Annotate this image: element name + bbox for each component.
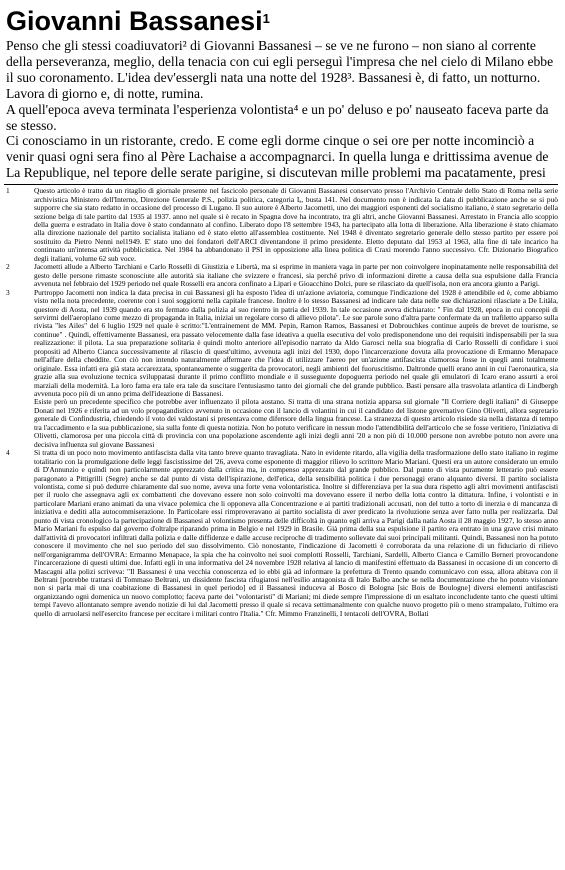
footnote-body	[34, 187, 558, 263]
footnote-paragraph: Si tratta di un poco noto movimento antifascista dalla vita tanto breve quanto travagliata. Nato in evidente ritardo, alla vigilia della trasformazione dello stato italiano in regime totalitario con la promulgazione delle leggi fascistissime del '26, aveva come esponente di maggior rilievo lo scrittore Mario Mariani. Questi era un autore considerato un emulo di D'Annunzio e quindi non particolarmente apprezzato dalla critica ma, in compenso apprezzato dal grande pubblico. Dal punto di vista puramente letterario può essere paragonato a Pittigrilli (Segre) anche se dal punto di vista dell'ispirazione, dell'etica, della sensibilità politica i due personaggi erano alquanto diversi. Il partito socialista volontista, come si può dedurre chiaramente dal suo nome, aveva una forte vena volontaristica. Inoltre si differenziava per la sua dura rispetto agli altri movimenti antifascisti per il ruolo che assegnava agli ex combattenti che dovevano essere non solo coinvolti ma dovevano essere il nerbo della lotta contro la dittatura. Infine, i volontisti e in particolare Mariani erano animati da una vivace polemica che li opponeva alla Concentrazione e ai partiti tradizionali accusati, non del tutto a torto di inerzia e di mancanza di iniziativa e dediti alla autocommiserazione. In Particolare essi rimproveravano ai partito socialista di aver predicato la rivoluzione senza aver fatto nulla per realizzarla. Dal punto di vista cronologico la partecipazione di Bassanesi al volontismo presenta delle difficoltà in quanto egli arriva a Parigi dalla natìa Aosta il 28 maggio 1927, lo stesso anno Mario Mariani fu espulso dal governo d'oltralpe riparando prima in Belgio e nel 1929 in Brasile. Già prima della sua espulsione il partito era entrato in una grave crisi minato dall'attività di provocatori infiltrati dalla polizia e dalle diffidenze e dalle accuse reciproche di tradimento sollevate dai suoi principali militanti. Quindi, Bassanesi non ha potuto conoscere il movimento che nel suo periodo del suo dissolvimento. Ciò nonostante, l'indicazione di Jacometti è corroborata da una relazione di un fiduciario di rilievo nell'organigramma dell'OVRA: Ermanno Menapace, la spia che ha coinvolto nei suoi complotti Rosselli, Tarchiani, Sardelli, Alberto Cianca e Camillo Berneri provocandone l'incarcerazione di questi ultimi due. Infatti egli in una informativa del 24 novembre 1928 relativa al lancio di manifestini effettuato da Bassanesi in occasione di un concerto di Mascagni alla polizi scriveva: "Il Bassanesi è una vecchia conoscenza ed io ebbi già ad informare la prefettura di Trento quando comunicavo con essa, allora abitava con il Beltrani [potrebbe trattarsi di Tommaso Beltrani, un dissidente fascista rifugiatosi nell'esilio antagonista di Italo Balbo anche se nella documentazione che ho potuto visionare non si parla mai di una coabitazione di Bassanesi in quel periodo] ed il Bassanesi induceva al Bosco di Bologna [sic Bois de Boulogne] diversi elementi antifascisti organizzando ogni domenica un nuovo complotto; faceva parte dei "volontaristi" di Mariani; mi diede sempre l'impressione di un esaltato inconcludente tanto che questi ultimi tempi l'avevo allontanato sempre avendo notizie di lui dal Jacometti presso il quale si recava settimanalmente con qualche nuovo progetto più o meno strampalato, l'ultimo era quello di arruolarsi nell'esercito francese per eccitare i militari contro l'Italia." Cfr. Mimmo Franzinelli, I tentacoli dell'OVRA, Bollati	[34, 448, 558, 618]
footnote-number: 2	[6, 262, 10, 272]
footnote-body	[34, 449, 558, 618]
footnote-3	[4, 289, 558, 450]
footnote-2	[4, 263, 558, 288]
body-text	[6, 38, 558, 181]
footnote-paragraph: Purtroppo Jacometti non indica la data precisa in cui Bassanesi gli ha esposto l'idea di un'azione aviatoria, comunque l'indicazione del 1928 è attendibile ed è, come abbiamo visto nella nota precedente, coerente con i suoi soggiorni nella capitale francese. Inoltre è lo stesso Bassanesi ad indicare tale data nelle sue dichiarazioni rilasciate a De Litàla, questore di Aosta, nel 1939 quando era sto fermato dalla polizia al suo rientro in patria del 1939. In tale occasione aveva dichiarato: " Fin dal 1928, epoca in cui concepii di servirmi dell'aeroplano come mezzo di propaganda in Italia, iniziai un regolare corso di allievo pilota". Le sue parole sono d'altra parte confermate da un trafiletto apparso sulla rivista "les Ailes" del 6 luglio 1929 nel quale è scritto:"L'entrainement de MM. Pepin, Ramon Ramos, Bassanesi et Dobrouchkes continue auprès de brevet de tourisme, se continue" . Quindi, effettivamente Bassanesi, era passato velocemente dalla fase ideativa a quella esecutiva del volo predisponendone uno dei requisiti indispensabili per la sua realizzazione: il pilota. La sua preparazione solitaria è quindi molto anteriore all'episodio narrato da Aldo Garosci nella sua biografia di Carlo Rosselli di confidare i suoi propositi ad Alberto Cianca successivamente al rilascio di quest'ultimo, avvenuta agli inizi del 1930, dopo l'incarcerazione dovuta alla provocazione di Ermanno Menapace nell'affare della cheddite. Con ciò non intendo naturalmente affermare che l'idea di utilizzare l'aereo per un'azione antifascista clamorosa fosse in quegli anni totalmente originale. Essa infatti era già stata accarezzata, spontaneamente o suggerita da provocatori, negli ambienti del fuoruscitismo. Daltronde quelli erano anni in cui l'aeronautica, sia grazie alla sua evoluzione tecnica sviluppatasi durante il primo conflitto mondiale e il susseguente dopoguerra periodo nel quale gli emulatori di Icaro erano assurti a eroi marziali della modernità. La loro fama era tale era tale da suscitare l'entusiasmo tanto dei giornali che del grande pubblico. Basti pensare alla trasvolata atlantica di Lindbergh avvenuta poco più di un anno prima dell'ideazione di Bassanesi.	[34, 287, 558, 399]
footnote-number: 4	[6, 448, 10, 458]
document-page	[4, 6, 558, 618]
footnote-number: 3	[6, 287, 10, 297]
footnote-body	[34, 289, 558, 450]
title-footnote-marker: 1	[262, 11, 270, 26]
footnote-paragraph: Questo articolo è tratto da un ritaglio di giornale presente nel fascicolo personale di Giovanni Bassanesi conservato presso l'Archivio Centrale dello Stato di Roma nella serie archivistica Ministero dell'Interno, Direzione Generale P.S., polizia politica, categoria Iₐ, busta 141. Nel documento non è indicata la data di pubblicazione anche se si può supporre che sia stato redatto in occasione del processo di Lugano. Il suo autore è Alberto Jacometti, uno dei maggiori esponenti del socialismo italiano, è stato segretario della sezione belga di tale partito dal 1935 al 1937. anno nel quale si è recato in Spagna dove ha incontrato, tra gli altri, anche Giovanni Bassanesi. Arrestato in Francia allo scoppio della guerra e estradato in Italia dove è stato condannato al confino. Liberato dopo l'8 settembre 1943, ha partecipato alla lotta di liberazione. Alla liberazione è stato chiamato alla direzione nazionale del partito socialista italiano ed è stato eletto all'assemblea costituente. Nel 1948 è diventato segretario generale dello stesso partito per essere poi sostituito da Pietro Nenni nel1949. E' stato uno dei fondatori dell'ARCI diventandone il primo presidente. Eletto deputato dal 1953 al 1963, alla fine di tale incarico ha continuato un'intensa attività pubblicistica. Nel 1984 ha abbandonato il PSI in opposizione alla linea politica di Craxi morendo l'anno successivo. Cfr. Dizionario Biografico degli italiani, volume 62 sub voce.	[34, 186, 558, 263]
footnote-number: 1	[6, 186, 10, 196]
footnotes	[4, 187, 558, 618]
body-paragraph-3: Ci conosciamo in un ristorante, credo. E come egli dorme cinque o sei ore per notte incominciò a venir quasi ogni sera fino al Père Lachaise a accompagnarci. In quella lunga e drittissima avenue de La Republique, nel tepore delle serate parigine, si discutevan mille problemi ma pacatamente, presi	[6, 133, 549, 181]
title-text: Giovanni Bassanesi	[6, 6, 263, 36]
footnote-paragraph: Esiste però un precedente specifico che potrebbe aver influenzato il pilota aostano. Si tratta di una strana notizia apparsa sul giornale "Il Corriere degli italiani" di Giuseppe Donati nel 1926 e riferita ad un volo propagandistico avvenuto in occasione con il lancio di volantini in cui il candidato del listone governativo Gino Olivetti, allora segretario generale di Confindustria, chiedendo il voto dei valdostani si presentava come difensore della lingua francese. La stranezza di questo articolo risiede sia nella distanza di tempo tra l'accadimento e la sua pubblicazione, sia sulla fonte di questa notizia. Non ho potuto verificare in nessun modo l'attendibilità dell'articolo che se fosse veritiero, l'iniziativa di Olivetti, clamorosa per una piccola città di provincia con una popolazione ascendente agli inizi degli anni '20 a non più di 10.000 persone non avrebbe potuto non avere una decisiva influenza sul giovane Bassanesi	[34, 397, 558, 449]
body-paragraph-1: Penso che gli stessi coadiuvatori² di Giovanni Bassanesi – se ve ne furono – non siano al corrente della perseveranza, meglio, della tenacia con cui egli perseguì l'impresa che nel cielo di Milano ebbe il suo coronamento. L'idea dev'essergli nata una notte del 1928³. Bassanesi è, di fatto, un notturno. Lavora di giorno e, di notte, rumina.	[6, 38, 554, 101]
footnote-paragraph: Jacometti allude a Alberto Tarchiani e Carlo Rosselli di Giustizia e Libertà, ma si esprime in maniera vaga in parte per non coinvolgere inopinatamente nelle responsabilità del gesto delle persone rimaste sconosciute alle autorità sia italiane che svizzere e francesi, sia perché privo di informazioni dirette a causa della sua espulsione dalla Francia avvenuta nel febbraio del 1929 periodo nel quale Rosselli era ancora confinato a Lipari e Gioacchino Dolci, pure se rilasciato da quell'isola, non era ancora giunto a Parigi.	[34, 262, 558, 289]
footnote-body	[34, 263, 558, 288]
footnote-1	[4, 187, 558, 263]
footnote-divider	[4, 184, 558, 185]
footnote-4	[4, 449, 558, 618]
page-title	[6, 6, 558, 36]
body-paragraph-2: A quell'epoca aveva terminata l'esperienza volontista⁴ e un po' deluso e po' nauseato faceva parte da se stesso.	[6, 101, 549, 133]
